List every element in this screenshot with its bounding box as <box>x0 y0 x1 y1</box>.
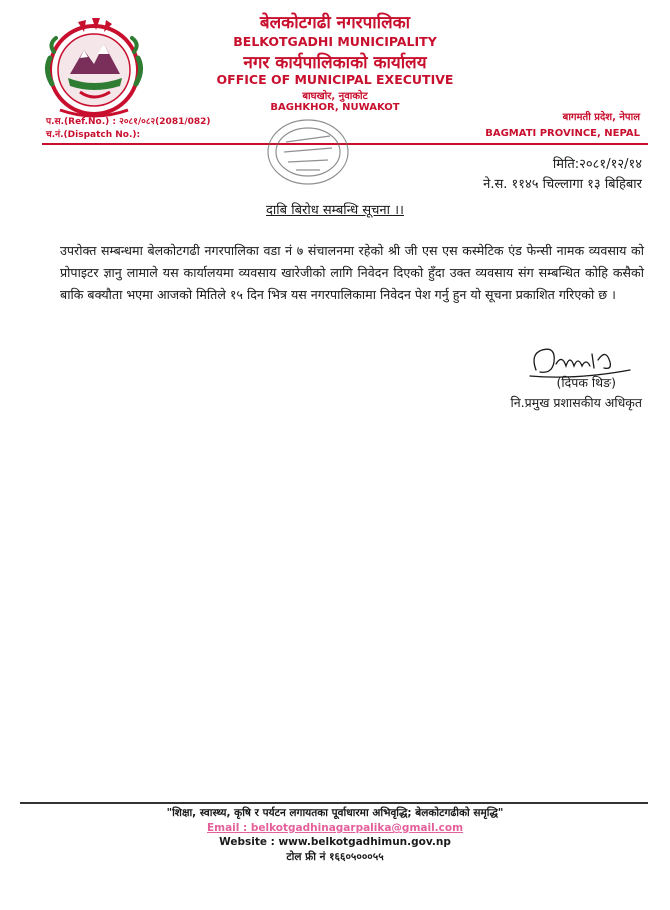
reference-block <box>46 116 211 142</box>
date-nepal-sambat: ने.स. ११४५ चिल्लागा १३ बिहिबार <box>483 177 642 192</box>
address-np: बाघखोर, नुवाकोट <box>302 91 368 102</box>
footer-website-link[interactable]: Website : www.belkotgadhimun.gov.np <box>219 836 451 848</box>
municipality-emblem <box>40 14 148 122</box>
address-en: BAGHKHOR, NUWAKOT <box>270 102 400 113</box>
office-seal-stamp <box>262 112 354 192</box>
subject-text: दाबि बिरोध सम्बन्धि सूचना ।। <box>266 203 404 218</box>
notice-body: उपरोक्त सम्बन्धमा बेलकोटगढी नगरपालिका वडा नं ७ संचालनमा रहेको श्री जी एस एस कस्मेटिक एंड फेन्सी नामक व्यवसाय को प्रोपाइटर ज्ञानु लामाले यस कार्यालयमा व्यवसाय खारेजीको लागि निवेदन दिएको हुँदा उक्त व्यवसाय संग सम्बन्धित कोहि कसैको बाकि बक्यौता भएमा आजको मितिले १५ दिन भित्र यस नगरपालिकामा निवेदन पेश गर्नु हुन यो सूचना प्रकाशित गरिएको छ । <box>60 243 644 302</box>
office-name-en: OFFICE OF MUNICIPAL EXECUTIVE <box>216 72 454 87</box>
dispatch-number: च.नं.(Dispatch No.): <box>46 130 141 140</box>
signer-title: नि.प्रमुख प्रशासकीय अधिकृत <box>510 395 642 410</box>
footer-toll-free: टोल फ्री नं १६६०५०००५५ <box>286 851 384 863</box>
notice-subject <box>0 200 670 218</box>
footer-slogan: "शिक्षा, स्वास्थ्य, कृषि र पर्यटन लगायतका पूर्वाधारमा अभिवृद्धि; बेलकोटगढीको समृद्धि" <box>166 807 504 819</box>
signer-name: (दिपक थिङ) <box>556 375 616 390</box>
ref-number: प.स.(Ref.No.) : २०८१/०८२(2081/082) <box>46 117 211 127</box>
municipality-name-np: बेलकोटगढी नगरपालिका <box>259 13 411 33</box>
footer-divider <box>20 802 648 804</box>
footer-email-link[interactable]: Email : belkotgadhinagarpalika@gmail.com <box>206 822 464 834</box>
date-bikram-sambat: मिति:२०८१/१२/१४ <box>552 157 642 172</box>
office-name-np: नगर कार्यपालिकाको कार्यालय <box>243 53 427 73</box>
province-block <box>485 110 640 142</box>
municipality-name-en: BELKOTGADHI MUNICIPALITY <box>233 34 437 49</box>
province-np: बागमती प्रदेश, नेपाल <box>562 112 640 123</box>
province-en: BAGMATI PROVINCE, NEPAL <box>485 128 640 139</box>
